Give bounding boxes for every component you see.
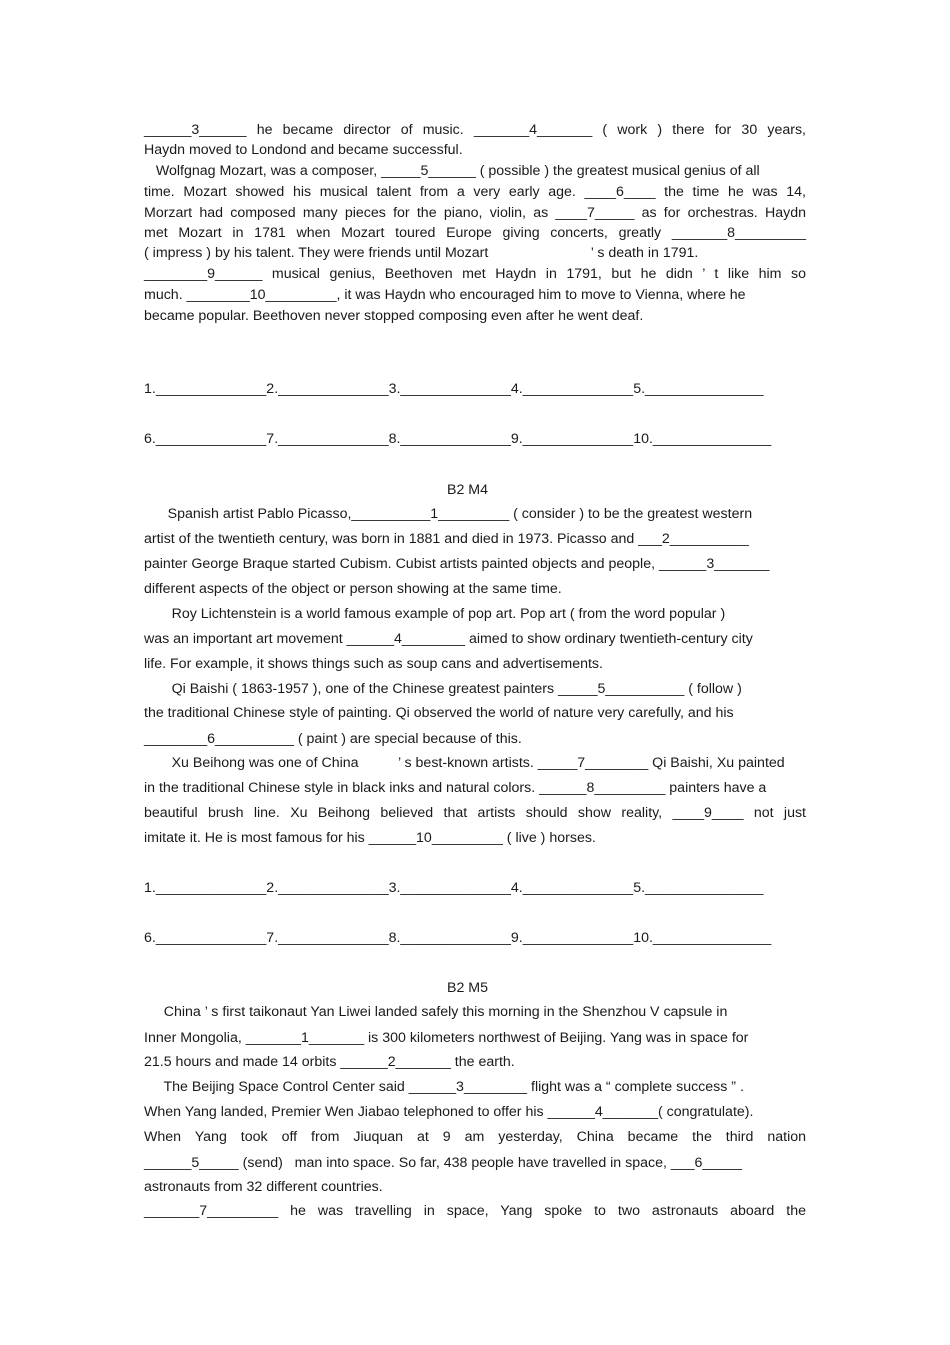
passage-line: When Yang landed, Premier Wen Jiabao telephoned to offer his ______4_______( congratulate).: [144, 1104, 754, 1120]
passage-line: ________6__________ ( paint ) are special because of this.: [144, 731, 522, 747]
passage-line: beautiful brush line. Xu Beihong believed that artists should show reality, ____9____ not just: [144, 805, 806, 821]
passage-line: imitate it. He is most famous for his ______10_________ ( live ) horses.: [144, 830, 596, 846]
passage-line: met Mozart in 1781 when Mozart toured Europe giving concerts, greatly _______8_________: [144, 225, 806, 241]
passage-line: ________9______ musical genius, Beethoven met Haydn in 1791, but he didn ’ t like him so: [144, 266, 806, 282]
passage-line: Qi Baishi ( 1863-1957 ), one of the Chinese greatest painters _____5__________ ( follow ): [144, 681, 742, 697]
passage-line: Inner Mongolia, _______1_______ is 300 kilometers northwest of Beijing. Yang was in space for: [144, 1030, 749, 1046]
passage-line: was an important art movement ______4________ aimed to show ordinary twentieth-century city: [144, 631, 753, 647]
passage-line: became popular. Beethoven never stopped composing even after he went deaf.: [144, 308, 644, 324]
passage-line: The Beijing Space Control Center said ______3________ flight was a “ complete success ” .: [144, 1079, 744, 1095]
passage-line: artist of the twentieth century, was born in 1881 and died in 1973. Picasso and ___2__________: [144, 531, 749, 547]
passage-line: When Yang took off from Jiuquan at 9 am yesterday, China became the third nation: [144, 1129, 806, 1145]
passage-line: 21.5 hours and made 14 orbits ______2_______ the earth.: [144, 1054, 515, 1070]
passage-line: much. ________10_________, it was Haydn who encouraged him to move to Vienna, where he: [144, 287, 746, 303]
section-heading: B2 M4: [446, 482, 488, 498]
passage-line: Wolfgnag Mozart, was a composer, _____5______ ( possible ) the greatest musical genius of all: [144, 163, 760, 179]
answer-row: 1.______________2.______________3.______________4.______________5._______________: [144, 880, 764, 896]
passage-line: ( impress ) by his talent. They were friends until Mozart ’ s death in 1791.: [144, 245, 699, 261]
passage-line: the traditional Chinese style of painting. Qi observed the world of nature very carefully, and his: [144, 705, 734, 721]
passage-line: in the traditional Chinese style in black inks and natural colors. ______8_________ painters have a: [144, 780, 767, 796]
passage-line: Morzart had composed many pieces for the piano, violin, as ____7_____ as for orchestras. Haydn: [144, 205, 806, 221]
passage-line: _______7_________ he was travelling in space, Yang spoke to two astronauts aboard the: [144, 1203, 806, 1219]
passage-line: life. For example, it shows things such as soup cans and advertisements.: [144, 656, 603, 672]
passage-line: Xu Beihong was one of China ’ s best-known artists. _____7________ Qi Baishi, Xu painted: [144, 755, 785, 771]
answer-row: 1.______________2.______________3.______________4.______________5._______________: [144, 381, 764, 397]
passage-line: Haydn moved to Londond and became successful.: [144, 142, 463, 158]
section-heading: B2 M5: [446, 980, 488, 996]
passage-line: Roy Lichtenstein is a world famous example of pop art. Pop art ( from the word popular ): [144, 606, 726, 622]
answer-row: 6.______________7.______________8.______________9.______________10._______________: [144, 431, 772, 447]
passage-line: time. Mozart showed his musical talent from a very early age. ____6____ the time he was 14,: [144, 184, 806, 200]
passage-line: ______3______ he became director of music. _______4_______ ( work ) there for 30 years,: [144, 122, 806, 138]
passage-line: China ’ s first taikonaut Yan Liwei landed safely this morning in the Shenzhou V capsule in: [144, 1004, 728, 1020]
passage-line: different aspects of the object or person showing at the same time.: [144, 581, 562, 597]
answer-row: 6.______________7.______________8.______________9.______________10._______________: [144, 930, 772, 946]
passage-line: painter George Braque started Cubism. Cubist artists painted objects and people, ______3_______: [144, 556, 770, 572]
passage-line: Spanish artist Pablo Picasso,__________1_________ ( consider ) to be the greatest western: [144, 506, 753, 522]
passage-line: ______5_____ (send) man into space. So far, 438 people have travelled in space, ___6_____: [144, 1155, 742, 1171]
passage-line: astronauts from 32 different countries.: [144, 1179, 383, 1195]
